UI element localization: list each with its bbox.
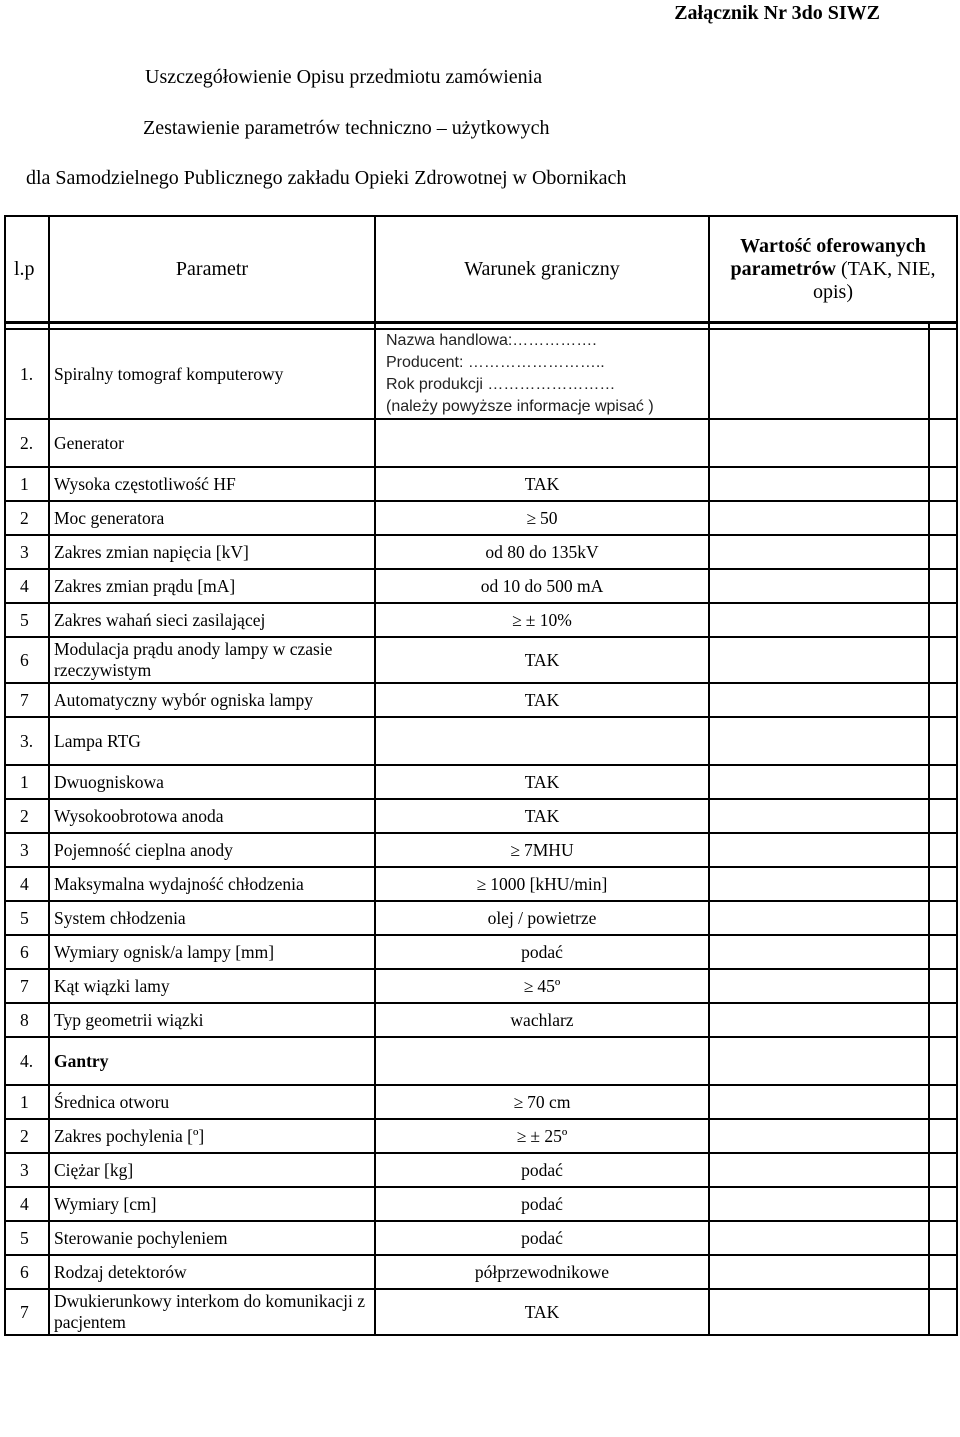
table-row (5, 969, 957, 1003)
item-name: Spiralny tomograf komputerowy (49, 329, 375, 419)
row-number: 1 (5, 467, 49, 501)
row-parameter: Sterowanie pochyleniem (49, 1221, 375, 1255)
table-row (5, 765, 957, 799)
row-parameter: Pojemność cieplna anody (49, 833, 375, 867)
table-row (5, 901, 957, 935)
row-number: 7 (5, 683, 49, 717)
row-number: 8 (5, 1003, 49, 1037)
row-condition: ≥ ± 25º (517, 1126, 568, 1146)
section-header-row (5, 419, 957, 467)
row-parameter: Średnica otworu (49, 1085, 375, 1119)
offered-value-cell[interactable] (709, 1221, 929, 1255)
row-number: 7 (5, 969, 49, 1003)
row-number: 2 (5, 1119, 49, 1153)
row-condition: TAK (524, 473, 560, 494)
row-parameter: Zakres wahań sieci zasilającej (49, 603, 375, 637)
row-number: 2 (5, 799, 49, 833)
offered-value-cell[interactable] (709, 535, 929, 569)
table-row (5, 1153, 957, 1187)
table-row (5, 637, 957, 683)
section-number: 3. (5, 717, 49, 765)
row-condition: TAK (524, 689, 560, 710)
row-condition: podać (521, 941, 563, 962)
table-row (5, 683, 957, 717)
row-parameter: Typ geometrii wiązki (49, 1003, 375, 1037)
offered-value-cell[interactable] (709, 969, 929, 1003)
item-row (5, 329, 957, 419)
row-parameter: Dwukierunkowy interkom do komunikacji z pacjentem (49, 1289, 375, 1335)
offered-value-cell[interactable] (709, 1255, 929, 1289)
row-condition: olej / powietrze (487, 907, 597, 928)
table-row (5, 833, 957, 867)
row-parameter: Zakres pochylenia [º] (49, 1119, 375, 1153)
table-row (5, 467, 957, 501)
item-note: (należy powyższe informacje wpisać ) (386, 398, 654, 415)
row-number: 4 (5, 569, 49, 603)
offered-value-cell[interactable] (709, 935, 929, 969)
row-parameter: Rodzaj detektorów (49, 1255, 375, 1289)
table-row (5, 535, 957, 569)
year-field[interactable]: Rok produkcji …………………… (386, 376, 616, 393)
annex-label: Załącznik Nr 3do SIWZ (674, 2, 880, 24)
row-condition: TAK (524, 1301, 560, 1322)
row-number: 6 (5, 1255, 49, 1289)
offered-value-cell[interactable] (709, 683, 929, 717)
section-title: Gantry (49, 1037, 375, 1085)
row-condition: ≥ 7MHU (510, 840, 573, 860)
row-condition: od 80 do 135kV (485, 541, 599, 562)
row-number: 6 (5, 637, 49, 683)
row-parameter: Dwuogniskowa (49, 765, 375, 799)
table-row (5, 1221, 957, 1255)
row-number: 2 (5, 501, 49, 535)
row-condition: ≥ ± 10% (512, 610, 572, 630)
row-parameter: Modulacja prądu anody lampy w czasie rzeczywistym (49, 637, 375, 683)
row-condition: TAK (524, 771, 560, 792)
row-number: 1 (5, 765, 49, 799)
row-condition: od 10 do 500 mA (480, 575, 604, 596)
section-title: Lampa RTG (49, 717, 375, 765)
table-row (5, 935, 957, 969)
row-parameter: Zakres zmian napięcia [kV] (49, 535, 375, 569)
document-title: Uszczegółowienie Opisu przedmiotu zamówienia (145, 66, 543, 88)
row-number: 3 (5, 1153, 49, 1187)
table-row (5, 1255, 957, 1289)
row-condition: ≥ 1000 [kHU/min] (477, 874, 608, 894)
row-condition: podać (521, 1193, 563, 1214)
row-number: 7 (5, 1289, 49, 1335)
column-header-offered-title: Wartość oferowanych parametrów (730, 234, 926, 280)
table-row (5, 1085, 957, 1119)
row-condition: podać (521, 1159, 563, 1180)
row-condition: podać (521, 1227, 563, 1248)
column-header-parameter: Parametr (49, 216, 375, 323)
document-subtitle: Zestawienie parametrów techniczno – użytkowych (143, 117, 550, 139)
offered-value-cell[interactable] (709, 501, 929, 535)
offered-value-cell[interactable] (709, 637, 929, 683)
row-parameter: Wysokoobrotowa anoda (49, 799, 375, 833)
row-parameter: Maksymalna wydajność chłodzenia (49, 867, 375, 901)
table-row (5, 1119, 957, 1153)
row-parameter: Ciężar [kg] (49, 1153, 375, 1187)
row-number: 5 (5, 603, 49, 637)
table-row (5, 501, 957, 535)
section-title: Generator (49, 419, 375, 467)
row-parameter: Wymiary ognisk/a lampy [mm] (49, 935, 375, 969)
table-row (5, 1003, 957, 1037)
table-row (5, 867, 957, 901)
document-institution: dla Samodzielnego Publicznego zakładu Opieki Zdrowotnej w Obornikach (26, 167, 627, 189)
offered-value-cell[interactable] (709, 765, 929, 799)
parameters-table (4, 215, 958, 1336)
row-number: 1 (5, 1085, 49, 1119)
offered-value-cell[interactable] (709, 901, 929, 935)
table-row (5, 1187, 957, 1221)
offered-value-cell[interactable] (709, 467, 929, 501)
section-number: 2. (5, 419, 49, 467)
section-header-row (5, 717, 957, 765)
item-number: 1. (5, 329, 49, 419)
offered-value-cell[interactable] (709, 569, 929, 603)
column-header-lp: l.p (5, 216, 49, 323)
offered-value-cell[interactable] (709, 833, 929, 867)
section-number: 4. (5, 1037, 49, 1085)
row-parameter: Moc generatora (49, 501, 375, 535)
row-parameter: Wysoka częstotliwość HF (49, 467, 375, 501)
offered-value-cell[interactable] (709, 1085, 929, 1119)
offered-value-cell[interactable] (709, 1187, 929, 1221)
item-details (375, 329, 709, 419)
row-condition: wachlarz (510, 1009, 574, 1030)
offered-value-cell[interactable] (709, 1289, 929, 1335)
table-header-row (5, 216, 957, 323)
row-number: 4 (5, 1187, 49, 1221)
offered-value-cell[interactable] (709, 1153, 929, 1187)
row-condition: TAK (524, 805, 560, 826)
table-row (5, 603, 957, 637)
row-number: 6 (5, 935, 49, 969)
row-parameter: Kąt wiązki lamy (49, 969, 375, 1003)
row-condition: ≥ 45º (524, 976, 561, 996)
offered-value-cell[interactable] (709, 867, 929, 901)
row-number: 4 (5, 867, 49, 901)
row-number: 5 (5, 1221, 49, 1255)
row-parameter: Zakres zmian prądu [mA] (49, 569, 375, 603)
column-header-condition: Warunek graniczny (375, 216, 709, 323)
table-row (5, 569, 957, 603)
table-row (5, 799, 957, 833)
row-number: 5 (5, 901, 49, 935)
column-header-offered-suffix: (TAK, NIE, opis) (813, 257, 936, 303)
offered-value-cell[interactable] (709, 1119, 929, 1153)
offered-value-cell[interactable] (709, 799, 929, 833)
row-parameter: Wymiary [cm] (49, 1187, 375, 1221)
offered-value-cell[interactable] (709, 329, 929, 419)
table-row (5, 1289, 957, 1335)
section-header-row (5, 1037, 957, 1085)
trade-name-field[interactable]: Nazwa handlowa:……………. (386, 332, 597, 349)
producer-field[interactable]: Producent: …………………….. (386, 354, 605, 371)
row-number: 3 (5, 833, 49, 867)
row-condition: półprzewodnikowe (474, 1261, 610, 1282)
row-parameter: System chłodzenia (49, 901, 375, 935)
row-condition: TAK (524, 649, 560, 670)
column-header-offered (709, 216, 957, 323)
row-condition: ≥ 50 (526, 508, 557, 528)
offered-value-cell[interactable] (709, 603, 929, 637)
offered-value-cell[interactable] (709, 1003, 929, 1037)
row-condition: ≥ 70 cm (514, 1092, 571, 1112)
row-parameter: Automatyczny wybór ogniska lampy (49, 683, 375, 717)
row-number: 3 (5, 535, 49, 569)
